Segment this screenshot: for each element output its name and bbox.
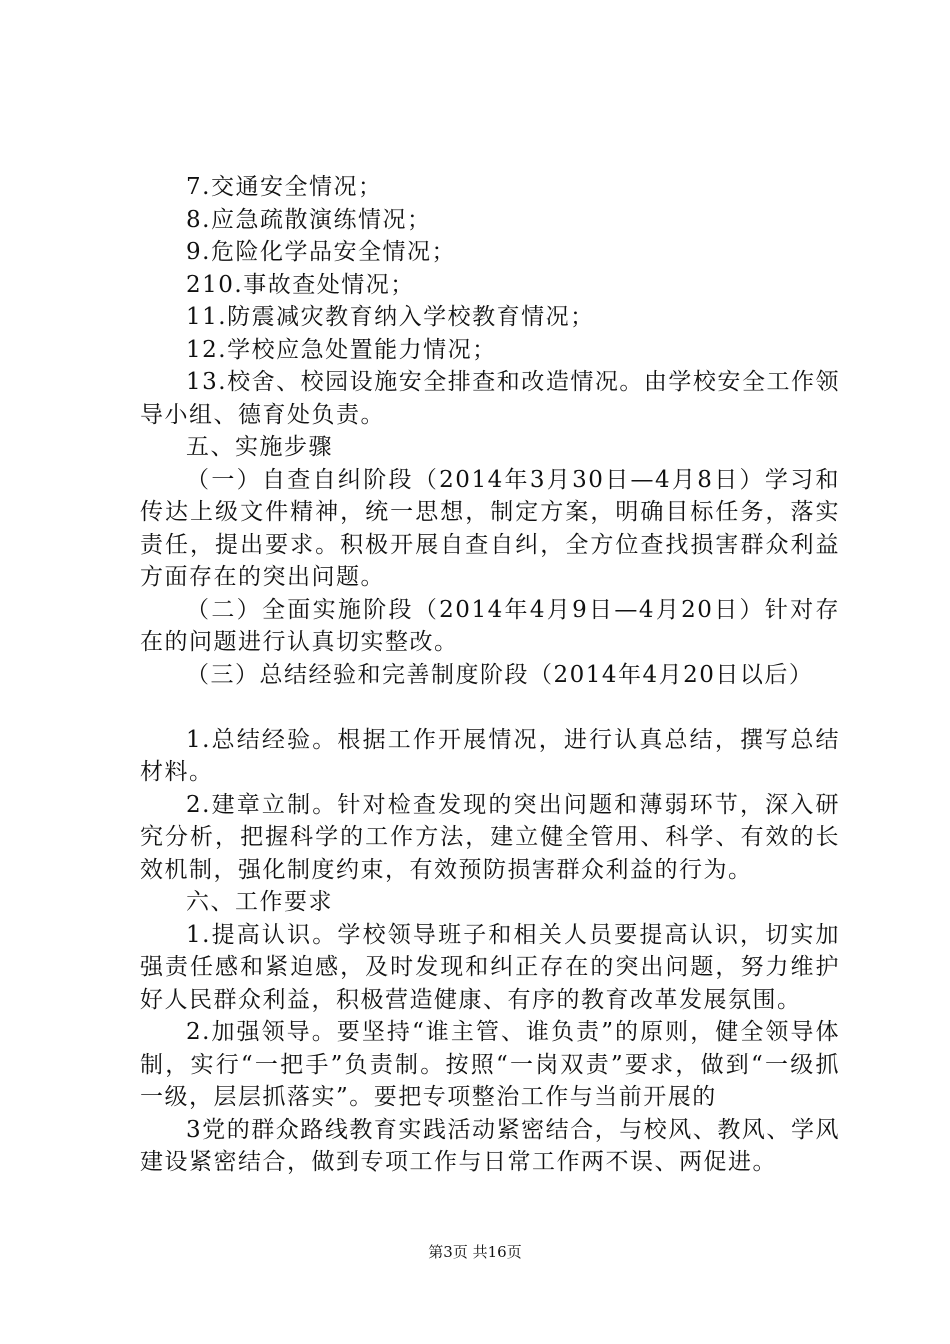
paragraph-item-7: 7.交通安全情况； [186,174,383,200]
paragraph-awareness: 1.提高认识。学校领导班子和相关人员要提高认识，切实加强责任感和紧迫感，及时发现和纠正存在的突出问题，努力维护好人民群众利益，积极营造健康、有序的教育改革发展氛围。 [140,921,840,1013]
paragraph-item-12: 12.学校应急处置能力情况； [186,336,497,363]
paragraph-item-11: 11.防震减灾教育纳入学校教育情况； [186,304,595,330]
paragraph-item-13: 13.校舍、校园设施安全排查和改造情况。由学校安全工作领导小组、德育处负责。 [140,369,840,428]
paragraph-item-9: 9.危险化学品安全情况； [186,239,456,265]
document-body [140,171,840,1179]
page-footer [0,1242,950,1262]
section-heading-requirements: 六、工作要求 [186,889,333,915]
paragraph-phase-2: （二）全面实施阶段（2014年4月9日—4月20日）针对存在的问题进行认真切实整改。 [140,596,840,655]
paragraph-phase-1: （一）自查自纠阶段（2014年3月30日—4月8日）学习和传达上级文件精神，统一思想，制定方案，明确目标任务，落实责任，提出要求。积极开展自查自纠，全方位查找损害群众利益方面存在的突出问题。 [140,466,840,590]
section-heading-implementation: 五、实施步骤 [186,434,333,460]
page-number: 第3页 共16页 [428,1243,522,1261]
paragraph-integration: 3党的群众路线教育实践活动紧密结合，与校风、教风、学风建设紧密结合，做到专项工作与日常工作两不误、两促进。 [140,1116,840,1175]
paragraph-leadership: 2.加强领导。要坚持“谁主管、谁负责”的原则，健全领导体制，实行“一把手”负责制。按照“一岗双责”要求，做到“一级抓一级，层层抓落实”。要把专项整治工作与当前开展的 [140,1019,840,1110]
paragraph-rules: 2.建章立制。针对检查发现的突出问题和薄弱环节，深入研究分析，把握科学的工作方法，建立健全管用、科学、有效的长效机制，强化制度约束，有效预防损害群众利益的行为。 [140,791,840,883]
paragraph-item-210: 210.事故查处情况； [186,271,415,298]
paragraph-phase-3: （三）总结经验和完善制度阶段（2014年4月20日以后） [186,661,814,688]
blank-line [140,691,840,724]
paragraph-item-8: 8.应急疏散演练情况； [186,206,432,233]
paragraph-summary: 1.总结经验。根据工作开展情况，进行认真总结，撰写总结材料。 [140,726,840,785]
